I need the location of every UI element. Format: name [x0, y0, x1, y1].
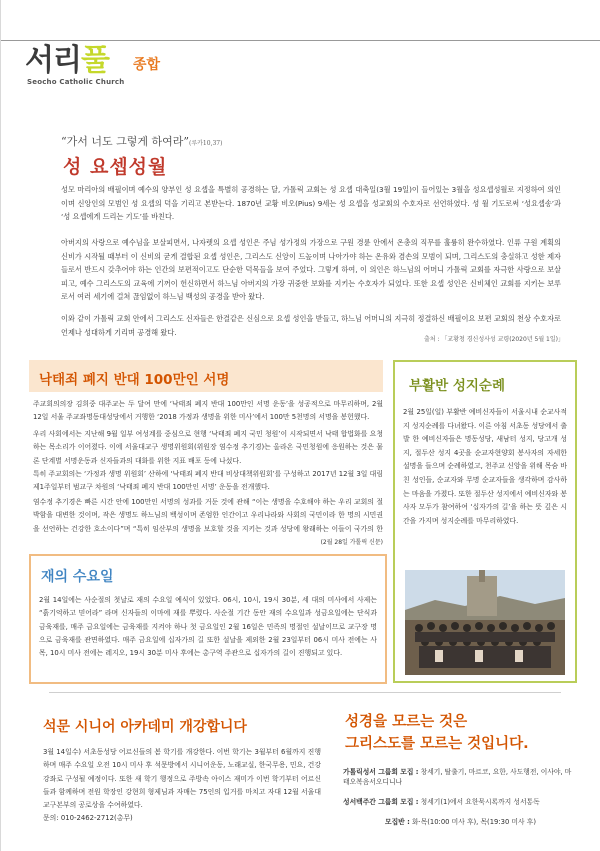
bible-row-value: 청세기(1)에서 요한묵시록까지 성서통독 — [420, 798, 540, 806]
feature-paragraph: 아버지의 사랑으로 예수님을 보살피면서, 나자렛의 요셉 성인은 주님 성가정의 가장으로 구원 경륜 안에서 온총의 직무를 훌륭히 완수하였다. 인류 구원 계획의 신비가 시작될 때부터 이 신비의 굳게 결합된 요셉 성인은, 그리스도 신앙이 드높이며 나아가야 하는 온유와 겸손의 모범이 되며, 그리스도의 충실하고 성한 제자들로서 반드시 갖추어야 하는 인간의 보편적이고도 단순한 덕목들을 보여 주었다. 그렇게 하여, 이 의인은 하느님의 어머니 가톨릭 교회를 자극한 사랑으로 보살피고, 예수 그리스도의 교육에 기꺼이 헌신하면서 하느님 아버지의 가장 귀중한 보화를 지키는 수호자가 되었다. 또한 요셉 성인은 신비체인 교회를 지키는 보루로서 여러 세기에 걸쳐 끊임없이 하느님 백성의 공경을 받아 왔다. — [61, 238, 561, 302]
bible-row — [385, 816, 575, 826]
bible-study-article-box — [333, 706, 577, 838]
senior-academy-article-box — [29, 706, 325, 838]
masthead-header — [1, 0, 600, 88]
ash-wednesday-title: 재의 수요일 — [41, 569, 114, 585]
bible-row — [343, 796, 573, 806]
masthead-accent: 풀 — [80, 43, 109, 78]
feature-paragraph: 이와 같이 가톨릭 교회 안에서 그리스도 신자들은 한결같은 신심으로 요셉 성인을 받들고, 하느님 어머니의 지극히 정결하신 배필이요 보편 교회의 천상 수호자로 언제나 성대하게 기리며 공경해 왔다. — [61, 314, 561, 337]
feature-quote — [61, 133, 222, 149]
feature-quote-text: “가서 너도 그렇게 하여라” — [61, 135, 189, 148]
bible-row-label: 성서백주간 그룹회 모집 : — [343, 798, 419, 806]
bible-row-label: 가톨릭성서 그룹회 모집 : — [343, 768, 419, 776]
masthead-subtitle: Seocho Catholic Church — [27, 78, 125, 86]
feature-quote-ref: (루카10,37) — [189, 140, 223, 147]
senior-academy-title: 석문 시니어 아카데미 개강합니다 — [43, 719, 247, 735]
ash-wednesday-article-box — [29, 554, 387, 684]
abortion-paragraph: 염수정 추기경은 빠른 시간 안에 100만인 서명의 성과를 거둔 것에 관해 “이는 생명을 수호해야 하는 우리 교회의 절박함을 대변한 것이며, 작은 생명도 하느님의 백성이며 존엄한 인간이고 우리나라와 사회의 국민이라 한 명의 시민권을 선언하는 건강한 호소이다”며 “특히 임산부의 생명을 보호할 것을 지키는 것과 성당에 왕래하는 이들이 국가의 한 — [33, 498, 383, 533]
abortion-article-box — [29, 360, 387, 550]
section-tag: 종합 — [133, 57, 161, 73]
abortion-source: (2월 28일 가톨릭 신문) — [320, 539, 383, 546]
bible-row-value: 창세기, 탈출기, 마르코, 요한, 사도행전, 이사야, 마태오복음서오디니나 — [343, 768, 572, 786]
feature-paragraph: 성모 마리아의 배필이며 예수의 양부인 성 요셉을 특별히 공경하는 달, 가톨릭 교회는 성 요셉 대축일(3월 19일)이 들어있는 3월을 성요셉성월로 지정하여 의인이며 신앙인의 모범인 성 요셉의 덕을 기리고 본받는다. 1870년 교황 비오(Pius) 9세는 성 요셉을 성교회의 수호자로 선언하였다. 성 월 기도로써 ‘성요셉송’과 ‘성 요셉에게 드리는 기도’를 바친다. — [61, 185, 561, 222]
abortion-paragraph: 우리 사회에서는 지난해 9월 일부 여성계를 중심으로 현행 ‘낙태죄 폐지 국민 청원’이 시작되면서 낙태 합법화를 요청하는 목소리가 이어졌다. 이에 서울대교구 생명위원회(위원장 염수정 추기경)는 올라온 국민청원에 응원하는 것은 물론 단계별 서명운동과 신자들과의 대화를 위한 지표 배포 등에 나섰다. — [33, 430, 383, 465]
header-divider — [1, 40, 600, 41]
ash-wednesday-text: 2월 14일에는 사순절의 첫날로 재의 수요일 예식이 있었다. 06시, 10시, 19시 30분, 세 대의 미사에서 사제는 “흙기억하고 믿어라” 라며 신자들의 이마에 재를 뿌렸다. 사순절 기간 동안 재의 수요일과 성금요일에는 단식과 금육재를, 매주 금요일에는 금육재를 지켜야 하나 첫 금요일인 2월 16일은 민족의 명절인 설날이므로 교구장 명으로 금육재를 관면하였다. 매주 금요일에 십자가의 길 또한 설날을 제외한 2월 23일부터 06시 미사 전에는 사목, 10시 미사 전에는 레지오, 19시 30분 미사 후에는 총구역 주관으로 십자가의 길이 진행되고 있다. — [39, 596, 377, 658]
senior-academy-text: 3월 14일수) 서초동성당 어르신들의 봄 학기를 개강한다. 이번 학기는 3월부터 6월까지 진행하며 매주 수요일 오전 10시 미사 후 석문방에서 시니어운동, 노래교실, 한국무용, 민요, 건강강좌로 구성될 예정이다. 또한 새 학기 행정으로 주방속 아이스 재미가 이번 학기부터 어르신들과 함께하며 전원 학장인 강현희 형제님과 자매는 75인의 입거를 마치고 자대 12월 서울대교구본부의 공로상을 수여하였다. — [43, 748, 321, 810]
pilgrimage-title: 부활반 성지순례 — [409, 378, 505, 394]
bible-title-line2: 그리스도를 모르는 것입니다. — [345, 736, 529, 752]
group-photo — [405, 570, 565, 675]
section-divider — [49, 692, 561, 693]
pilgrimage-text: 2월 25일(일) 부활반 예비신자들이 서울시내 순교사적지 성지순례를 다녀왔다. 이른 아침 서초동 성당에서 출발 한 예비신자들은 명동성당, 새남터 성지, 당고개 성지, 절두산 성지 4곳을 순교자현양회 봉사자의 자세한 설명을 들으며 순례하였고, 천주교 신앙을 위해 목숨 바친 성인들, 순교자와 무명 순교자들을 생각하며 감사하는 마음을 가졌다. 또한 절두산 성지에서 예비신자와 봉사자 모두가 참여하여 ‘십자가의 길’을 하는 뜻 깊은 시간을 가지며 성지순례를 마무리하였다. — [403, 408, 567, 525]
pilgrimage-article-box — [393, 360, 577, 683]
group-photo-illustration — [405, 570, 565, 675]
masthead-logo — [25, 43, 109, 78]
bible-row-value: 화·목(10:00 미사 후), 목(19:30 미사 후) — [411, 818, 536, 826]
bible-title-line1: 성경을 모르는 것은 — [345, 714, 468, 730]
bible-row-label: 모집반 : — [385, 818, 410, 826]
senior-academy-contact: 문의: 010-2462-2712(총무) — [43, 814, 133, 822]
bible-row — [343, 766, 573, 786]
abortion-paragraph: 특히 주교회의는 ‘가정과 생명 위원회’ 산하에 ‘낙태죄 폐지 반대 비상대책위원회’를 구성하고 2017년 12월 3일 대림 제1주일부터 범교구 차원의 ‘낙태죄 폐지 반대 100만인 서명’ 운동을 전개했다. — [33, 470, 383, 492]
feature-title: 성 요셉성월 — [63, 156, 168, 178]
abortion-title: 낙태죄 폐지 반대 100만인 서명 — [39, 372, 230, 388]
feature-source: 출처 : 「교황청 경신성사성 교령(2020년 5월 1일)」 — [424, 336, 564, 343]
abortion-paragraph: 주교회의의장 김희중 대주교는 두 달여 만에 ‘낙태죄 폐지 반대 100만인 서명 운동’을 성공적으로 마무리하며, 2월 12일 서울 주교좌명동대성당에서 거행한 ‘2018 가정과 생명을 위한 미사’에서 100만 5천명의 서명을 봉헌했다. — [33, 400, 383, 422]
masthead-main: 서리 — [25, 43, 81, 78]
